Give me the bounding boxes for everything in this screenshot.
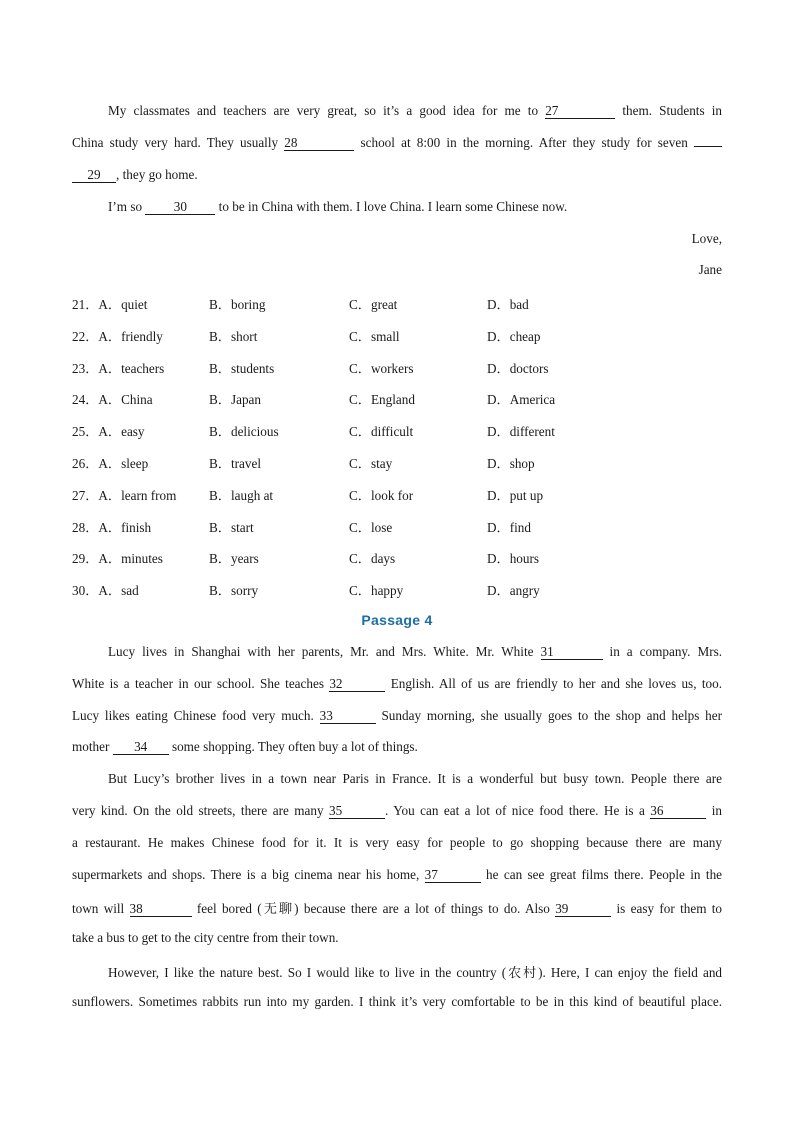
question-number: 28． [72, 520, 99, 535]
option-c [349, 358, 413, 377]
option-d [487, 517, 531, 536]
option-text: A．sleep [98, 456, 149, 471]
option-text: A．learn from [98, 488, 177, 503]
option-text: B．Japan [209, 392, 262, 407]
letter-para1-line1 [108, 103, 722, 119]
letter-para1-line3 [72, 167, 722, 183]
option-text: B．start [209, 520, 254, 535]
question-number: 21． [72, 297, 99, 312]
text: Lucy lives in Shanghai with her parents, Mr. and Mrs. White. Mr. White [108, 644, 534, 659]
blank-29-start [694, 146, 722, 147]
option-text: B．delicious [209, 424, 279, 439]
option-text: B．sorry [209, 583, 259, 598]
option-text: D．put up [487, 488, 544, 503]
option-b [209, 358, 274, 377]
option-text: C．great [349, 297, 398, 312]
option-text: A．teachers [98, 361, 165, 376]
option-text: A．quiet [98, 297, 148, 312]
question-number: 25． [72, 424, 99, 439]
question-number: 30． [72, 583, 99, 598]
option-text: C．days [349, 551, 396, 566]
p4-para1-line2 [72, 676, 722, 692]
text: in [711, 803, 723, 818]
option-c [349, 517, 392, 536]
option-c [349, 548, 395, 567]
text: is easy for them to [616, 901, 723, 916]
text: town will [72, 901, 125, 916]
option-b [209, 485, 273, 504]
question-number: 22． [72, 329, 99, 344]
option-text: A．easy [98, 424, 145, 439]
option-text: B．years [209, 551, 259, 566]
p4-para1-line1 [108, 644, 722, 660]
blank-28: 28 [284, 136, 354, 151]
letter-closing: Love, [691, 231, 722, 246]
text: . You can eat a lot of nice food there. He is a [385, 803, 645, 818]
option-text: B．boring [209, 297, 266, 312]
option-text: C．England [349, 392, 415, 407]
blank-29: 29 [72, 168, 116, 183]
option-b [209, 580, 258, 599]
blank-39: 39 [555, 902, 611, 917]
blank-27: 27 [545, 104, 615, 119]
option-b [209, 421, 279, 440]
question-number: 26． [72, 456, 99, 471]
blank-37: 37 [425, 868, 481, 883]
option-a [72, 453, 148, 472]
option-text: A．friendly [98, 329, 163, 344]
option-d [487, 421, 555, 440]
text: school at 8:00 in the morning. After they study for seven [360, 135, 688, 150]
option-d [487, 294, 529, 313]
option-text: A．minutes [98, 551, 163, 566]
option-text: A．finish [98, 520, 152, 535]
blank-34: 34 [113, 740, 169, 755]
option-c [349, 580, 403, 599]
p4-para3-line2: sunflowers. Sometimes rabbits run into my garden. I think it’s very comfortable to be in this kind of beautiful place. [72, 994, 722, 1009]
p4-para2-line4 [72, 867, 722, 883]
question-number: 23． [72, 361, 99, 376]
blank-36: 36 [650, 804, 706, 819]
option-text: C．happy [349, 583, 404, 598]
p4-para2-line5 [72, 898, 722, 917]
option-c [349, 389, 415, 408]
p4-para2-line1: But Lucy’s brother lives in a town near Paris in France. It is a wonderful but busy town. People there are [108, 771, 722, 786]
option-c [349, 421, 413, 440]
text: I’m so [108, 199, 143, 214]
option-text: C．look for [349, 488, 414, 503]
p4-para3-line1: However, I like the nature best. So I would like to live in the country (农村). Here, I can enjoy the field and [108, 965, 722, 980]
option-text: D．bad [487, 297, 529, 312]
option-a [72, 326, 163, 345]
option-b [209, 326, 257, 345]
option-text: C．difficult [349, 424, 414, 439]
option-a [72, 389, 153, 408]
question-number: 24． [72, 392, 99, 407]
text: to be in China with them. I love China. I learn some Chinese now. [218, 199, 568, 214]
p4-para1-line3 [72, 708, 722, 724]
option-a [72, 358, 164, 377]
blank-33: 33 [320, 709, 376, 724]
p4-para1-line4 [72, 739, 722, 755]
option-text: B．short [209, 329, 258, 344]
option-text: D．find [487, 520, 531, 535]
option-c [349, 453, 392, 472]
option-text: D．America [487, 392, 556, 407]
option-d [487, 453, 535, 472]
option-text: B．students [209, 361, 275, 376]
option-text: A．sad [98, 583, 139, 598]
text: China study very hard. They usually [72, 135, 279, 150]
p4-para2-line6: take a bus to get to the city centre from their town. [72, 930, 339, 945]
option-text: C．stay [349, 456, 393, 471]
text: My classmates and teachers are very great, so it’s a good idea for me to [108, 103, 539, 118]
letter-para1-line2 [72, 135, 722, 151]
option-b [209, 517, 254, 536]
text: , they go home. [116, 167, 198, 182]
option-text: B．laugh at [209, 488, 274, 503]
blank-30: 30 [145, 200, 215, 215]
text: them. Students in [622, 103, 723, 118]
option-c [349, 294, 397, 313]
option-text: C．workers [349, 361, 414, 376]
question-number: 27． [72, 488, 99, 503]
text: mother [72, 739, 110, 754]
option-b [209, 548, 259, 567]
blank-35: 35 [329, 804, 385, 819]
option-b [209, 389, 261, 408]
option-d [487, 326, 540, 345]
option-text: D．shop [487, 456, 535, 471]
option-text: A．China [98, 392, 153, 407]
option-a [72, 580, 139, 599]
option-c [349, 326, 400, 345]
p4-para2-line3: a restaurant. He makes Chinese food for it. It is very easy for people to go shopping because there are many [72, 835, 722, 850]
option-b [209, 453, 261, 472]
option-a [72, 421, 145, 440]
option-d [487, 389, 555, 408]
passage-title: Passage 4 [361, 612, 433, 628]
text: in a company. Mrs. [609, 644, 723, 659]
option-a [72, 517, 151, 536]
letter-signature: Jane [698, 262, 722, 277]
option-text: D．cheap [487, 329, 541, 344]
option-d [487, 548, 539, 567]
text: very kind. On the old streets, there are many [72, 803, 324, 818]
option-text: C．small [349, 329, 400, 344]
option-a [72, 485, 176, 504]
text: some shopping. They often buy a lot of things. [171, 739, 418, 754]
option-text: D．doctors [487, 361, 549, 376]
blank-31: 31 [541, 645, 603, 660]
p4-para2-line2 [72, 803, 722, 819]
option-text: C．lose [349, 520, 393, 535]
option-text: D．hours [487, 551, 540, 566]
option-c [349, 485, 413, 504]
option-text: B．travel [209, 456, 262, 471]
question-number: 29． [72, 551, 99, 566]
option-d [487, 485, 543, 504]
blank-38: 38 [130, 902, 192, 917]
option-text: D．angry [487, 583, 540, 598]
option-d [487, 580, 540, 599]
option-text: D．different [487, 424, 555, 439]
option-b [209, 294, 265, 313]
text: English. All of us are friendly to her and she loves us, too. [390, 676, 722, 691]
text: White is a teacher in our school. She teaches [72, 676, 324, 691]
text: he can see great films there. People in the [486, 867, 723, 882]
text: Lucy likes eating Chinese food very much. [72, 708, 314, 723]
letter-para2-line1 [108, 199, 722, 215]
option-d [487, 358, 549, 377]
text: Sunday morning, she usually goes to the shop and helps her [381, 708, 723, 723]
text: feel bored (无聊) because there are a lot of things to do. Also [196, 901, 550, 916]
blank-32: 32 [329, 677, 385, 692]
text: supermarkets and shops. There is a big cinema near his home, [72, 867, 420, 882]
option-a [72, 548, 163, 567]
option-a [72, 294, 147, 313]
